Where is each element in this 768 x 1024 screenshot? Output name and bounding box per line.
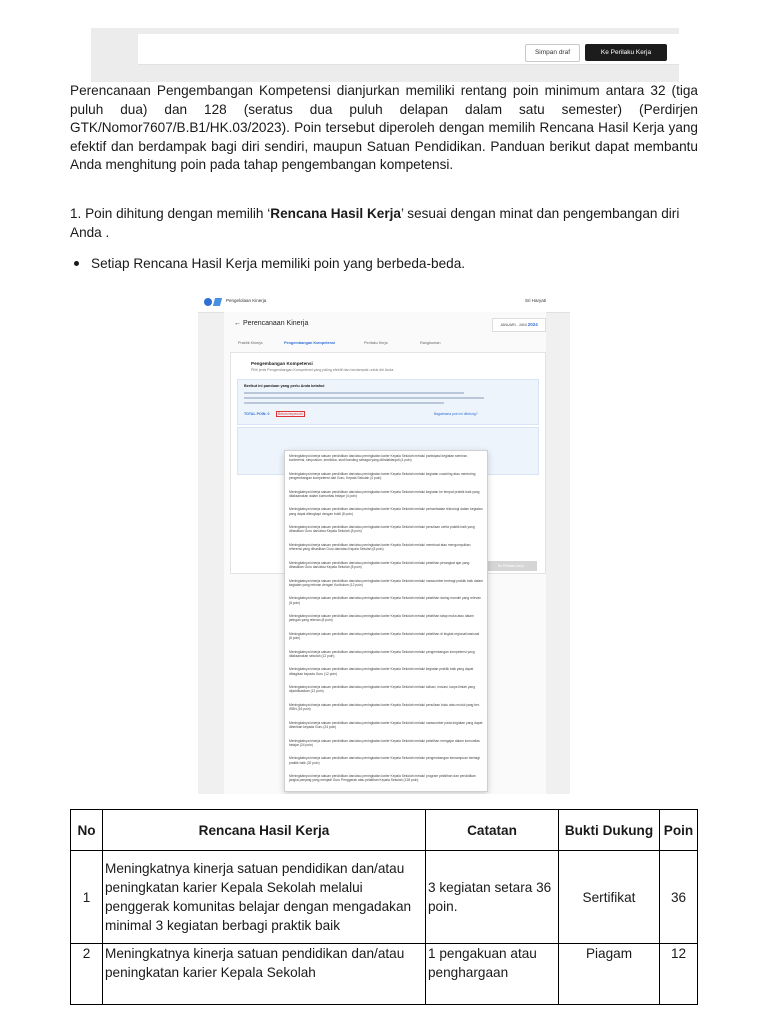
app-header [198, 292, 570, 313]
step-1-text: 1. Poin dihitung dengan memilih ‘Rencana Hasil Kerja’ sesuai dengan minat dan pengembangan diri Anda . [70, 206, 680, 240]
dropdown-option[interactable]: Meningkatnya kinerja satuan pendidikan dan/atau peningkatan karier Kepala Sekolah melalui narasumber berbagi praktik baik dalam kegiatan yang relevan dengan Kurikulum (12 poin) [289, 578, 483, 587]
info-box [237, 379, 539, 425]
app-panel [224, 312, 546, 794]
cell-rhk: Meningkatnya kinerja satuan pendidikan dan/atau peningkatan karier Kepala Sekolah melalui penggerak komunitas belajar dengan mengadakan minimal 3 kegiatan berbagi praktik baik [103, 851, 426, 944]
cell-catatan: 3 kegiatan setara 36 poin. [426, 851, 559, 944]
cell-rhk: Meningkatnya kinerja satuan pendidikan dan/atau peningkatan karier Kepala Sekolah [103, 944, 426, 1005]
total-points: TOTAL POIN: 0 [244, 412, 270, 416]
info-line [244, 392, 464, 394]
points-table [70, 809, 698, 1005]
dropdown-option[interactable]: Meningkatnya kinerja satuan pendidikan dan/atau peningkatan karier Kepala Sekolah melalui kegiatan coaching atau mentoring pengembangan kompetensi dari Guru, Kepala Sekolah (4 poin) [289, 471, 476, 480]
info-line [244, 402, 444, 404]
next-behavior-button[interactable]: Ke Perilaku Kerja [585, 44, 667, 61]
period-selector[interactable]: JANUARI - JUNI 2024 [492, 318, 546, 332]
step-1[interactable]: Praktik Kinerja [238, 341, 263, 345]
header-catatan: Catatan [426, 810, 559, 851]
bird-logo-icon [213, 298, 222, 306]
card-subtitle: Pilih jenis Pengembangan Kompetensi yang paling efektif dan berdampak untuk diri Anda. [251, 368, 395, 372]
header-rhk: Rencana Hasil Kerja [103, 810, 426, 851]
cell-poin: 36 [660, 851, 698, 944]
cell-poin: 12 [660, 944, 698, 1005]
dropdown-option[interactable]: Meningkatnya kinerja satuan pendidikan dan/atau peningkatan karier Kepala Sekolah melalui pelatihan mengajar dalam komunitas belajar (24 poin) [289, 738, 480, 747]
table-row [71, 851, 698, 944]
dropdown-option[interactable]: Meningkatnya kinerja satuan pendidikan dan/atau peningkatan karier Kepala Sekolah melalui tulisan, inovasi, karya ilmiah yang dipublikasikan (12 poin) [289, 685, 476, 694]
status-badge: Belum terpenuhi [278, 412, 303, 416]
stepper [230, 338, 546, 350]
footer-next-button[interactable]: Ke Perilaku Kerja [485, 561, 537, 571]
info-title: Berikut ini panduan yang perlu Anda ketahui [244, 384, 325, 388]
embedded-screenshot [198, 292, 570, 794]
intro-paragraph: Perencanaan Pengembangan Kompetensi dianjurkan memiliki rentang poin minimum antara 32 (tiga puluh dua) dan 128 (seratus dua puluh delapan dalam satu semester) (Perdirjen GTK/Nomor7607/B.B1/HK.03/2023). Poin tersebut diperoleh dengan memilih Rencana Hasil Kerja yang efektif dan berdampak bagi diri sendiri, maupun Satuan Pendidikan. Panduan berikut dapat membantu Anda menghitung poin pada tahap pengembangan kompetensi. [70, 83, 698, 173]
dropdown-option[interactable]: Meningkatnya kinerja satuan pendidikan dan/atau peningkatan karier Kepala Sekolah melalui pelatihan daring mandiri yang relevan (8 poin) [289, 596, 481, 605]
dropdown-option[interactable]: Meningkatnya kinerja satuan pendidikan dan/atau peningkatan karier Kepala Sekolah melalui pelatihan di tingkat regional/nasional (8 poin) [289, 631, 480, 641]
cell-catatan: 1 pengakuan atau penghargaan [426, 944, 559, 1005]
dropdown-option[interactable]: Meningkatnya kinerja satuan pendidikan dan/atau peningkatan karier Kepala Sekolah melalui membuat atau mengumpulkan referensi yang dihasilkan Guru dan/atau Kepala Sekolah (8 poin) [289, 542, 471, 552]
header-bukti: Bukti Dukung [559, 810, 660, 851]
card-title: Pengembangan Kompetensi [251, 361, 313, 366]
dropdown-option[interactable]: Meningkatnya kinerja satuan pendidikan dan/atau peningkatan karier Kepala Sekolah melalui kegiatan praktik baik yang dapat dibagikan kepada Guru (12 poin) [289, 667, 474, 676]
page-title: ← Perencanaan Kinerja [234, 320, 309, 327]
step-1-bold: Rencana Hasil Kerja [270, 206, 401, 221]
dropdown-option[interactable]: Meningkatnya kinerja satuan pendidikan dan/atau peningkatan karier Kepala Sekolah melalui kegiatan ke tempat praktik baik yang dilaksanakan dalam komunitas belajar (4 poin) [289, 489, 480, 498]
cell-bukti: Piagam [559, 944, 660, 1005]
top-screenshot-strip [91, 28, 679, 82]
dropdown-option[interactable]: Meningkatnya kinerja satuan pendidikan dan/atau peningkatan karier Kepala Sekolah melalui pengembangan kompetensi yang dilaksanakan sekolah (12 poin) [289, 649, 475, 658]
dropdown-option[interactable]: Meningkatnya kinerja satuan pendidikan dan/atau peningkatan karier Kepala Sekolah melalui pemanfaatan teknologi dalam kegiatan yang dapat dilengkapi dengan bukti (8 poin) [289, 507, 483, 516]
header-poin: Poin [660, 810, 698, 851]
step-4[interactable]: Rangkuman [420, 341, 441, 345]
step-2[interactable]: Pengembangan Kompetensi [284, 341, 336, 345]
dropdown-option[interactable]: Meningkatnya kinerja satuan pendidikan dan/atau peningkatan karier Kepala Sekolah melalui narasumber pada kegiatan yang dapat diberikan kepada Guru (24 poin) [289, 720, 483, 730]
dropdown-option[interactable]: Meningkatnya kinerja satuan pendidikan dan/atau peningkatan karier Kepala Sekolah melalui partisipasi kegiatan seminar, konferensi, simposium, semiloka, studi banding sebagai yang ditindaklanjuti (4 poin) [289, 454, 468, 463]
dropdown-option[interactable]: Meningkatnya kinerja satuan pendidikan dan/atau peningkatan karier Kepala Sekolah melalui program pelatihan dan pendidikan jangka panjang yang menjadi Guru Penggerak atau pelatihan Kepala Sekolah (128 poin) [289, 774, 476, 783]
info-line [244, 397, 484, 399]
points-help-link[interactable]: Bagaimana poin ini dihitung? [434, 412, 478, 416]
save-draft-button[interactable]: Simpan draf [525, 44, 580, 62]
app-name: Pengelolaan Kinerja [226, 298, 267, 303]
dropdown-option[interactable]: Meningkatnya kinerja satuan pendidikan dan/atau peningkatan karier Kepala Sekolah melalui pelatihan perangkat ajar yang dihasilkan Guru dan/atau Kepala Sekolah (8 poin) [289, 560, 470, 569]
table-row [71, 944, 698, 1005]
bullet-item: Setiap Rencana Hasil Kerja memiliki poin yang berbeda-beda. [91, 255, 465, 273]
action-bar [138, 34, 679, 65]
dropdown-option[interactable]: Meningkatnya kinerja satuan pendidikan dan/atau peningkatan karier Kepala Sekolah melalui pengembangan kemampuan berbagi praktik baik (32 poin) [289, 756, 480, 765]
cell-no: 1 [71, 851, 103, 944]
bullet-dot-icon [74, 261, 79, 266]
step-3[interactable]: Perilaku Kerja [364, 341, 388, 345]
user-menu[interactable]: Sri Haryati [524, 298, 546, 303]
header-no: No [71, 810, 103, 851]
dropdown-option[interactable]: Meningkatnya kinerja satuan pendidikan dan/atau peningkatan karier Kepala Sekolah melalui pelatihan tatap muka atau dalam jaringan yang relevan (8 poin) [289, 614, 474, 623]
dropdown-option[interactable]: Meningkatnya kinerja satuan pendidikan dan/atau peningkatan karier Kepala Sekolah melalui penulisan cerita praktik baik yang dihasilkan Guru dan/atau Kepala Sekolah (8 poin) [289, 525, 475, 534]
dropdown-option[interactable]: Meningkatnya kinerja satuan pendidikan dan/atau peningkatan karier Kepala Sekolah melalui penulisan buku atau modul yang ber-ISBN (16 poin) [289, 703, 481, 712]
cell-bukti: Sertifikat [559, 851, 660, 944]
app-logo-icon [204, 298, 212, 306]
cell-no: 2 [71, 944, 103, 1005]
rhk-dropdown[interactable] [284, 450, 488, 792]
